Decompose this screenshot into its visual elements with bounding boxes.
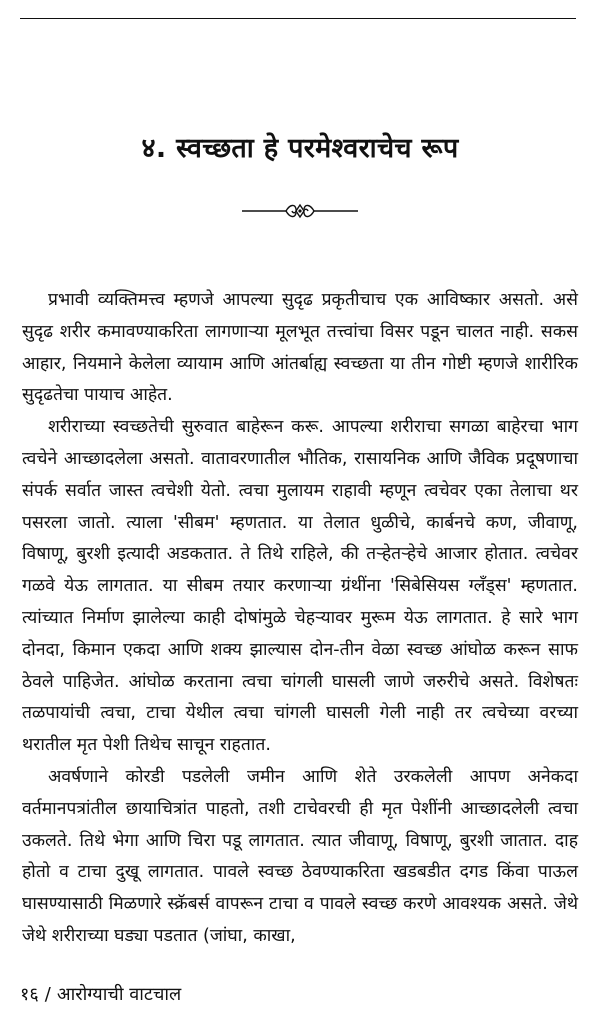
paragraph-1: प्रभावी व्यक्तिमत्त्व म्हणजे आपल्या सुदृढ प्रकृतीचाच एक आविष्कार असतो. असे सुदृढ शरीर कमावण्याकरिता लागणाऱ्या मूलभूत तत्त्वांचा विसर पडून चालत नाही. सकस आहार, नियमाने केलेला व्यायाम आणि आंतर्बाह्य स्वच्छता या तीन गोष्टी म्हणजे शारीरिक सुदृढतेचा पायाच आहेत. <box>22 290 578 406</box>
page-number: १६ <box>20 984 39 1005</box>
chapter-title: ४. स्वच्छता हे परमेश्वराचेच रूप <box>141 133 459 164</box>
footer-separator: / <box>44 984 51 1005</box>
paragraph-3: अवर्षणाने कोरडी पडलेली जमीन आणि शेते उरकलेली आपण अनेकदा वर्तमानपत्रांतील छायाचित्रांत पाहतो, तशी टाचेवरची ही मृत पेशींनी आच्छादलेली त्वचा उकलते. तिथे भेगा आणि चिरा पडू लागतात. त्यात जीवाणू, विषाणू, बुरशी जातात. दाह होतो व टाचा दुखू लागतात. पावले स्वच्छ ठेवण्याकरिता खडबडीत दगड किंवा पाऊल घासण्यासाठी मिळणारे स्क्रॅबर्स वापरून टाचा व पावले स्वच्छ करणे आवश्यक असते. जेथे जेथे शरीराच्या घड्या पडतात (जांघा, काखा, <box>22 766 578 946</box>
book-title: आरोग्याची वाटचाल <box>56 984 182 1005</box>
floral-divider-icon <box>240 198 360 224</box>
paragraph-2: शरीराच्या स्वच्छतेची सुरुवात बाहेरून करू. आपल्या शरीराचा सगळा बाहेरचा भाग त्वचेने आच्छादलेला असतो. वातावरणातील भौतिक, रासायनिक आणि जैविक प्रदूषणाचा संपर्क सर्वात जास्त त्वचेशी येतो. त्वचा मुलायम राहावी म्हणून त्वचेवर एका तेलाचा थर पसरला जातो. त्याला 'सीबम' म्हणतात. या तेलात धुळीचे, कार्बनचे कण, जीवाणू, विषाणू, बुरशी इत्यादी अडकतात. ते तिथे राहिले, की तऱ्हेतऱ्हेचे आजार होतात. त्वचेवर गळवे येऊ लागतात. या सीबम तयार करणाऱ्या ग्रंथींना 'सिबेसियस ग्लॅंड्स' म्हणतात. त्यांच्यात निर्माण झालेल्या काही दोषांमुळे चेहऱ्यावर मुरूम येऊ लागतात. हे सारे भाग दोनदा, किमान एकदा आणि शक्य झाल्यास दोन-तीन वेळा स्वच्छ आंघोळ करून साफ ठेवले पाहिजेत. आंघोळ करताना त्वचा चांगली घासली जाणे जरुरीचे असते. विशेषतः तळपायांची त्वचा, टाचा येथील त्वचा चांगली घासली गेली नाही तर त्वचेच्या वरच्या थरातील मृत पेशी तिथेच साचून राहतात. <box>22 417 578 756</box>
top-rule <box>20 18 576 19</box>
body-text <box>22 285 578 953</box>
page-footer <box>20 982 187 1006</box>
